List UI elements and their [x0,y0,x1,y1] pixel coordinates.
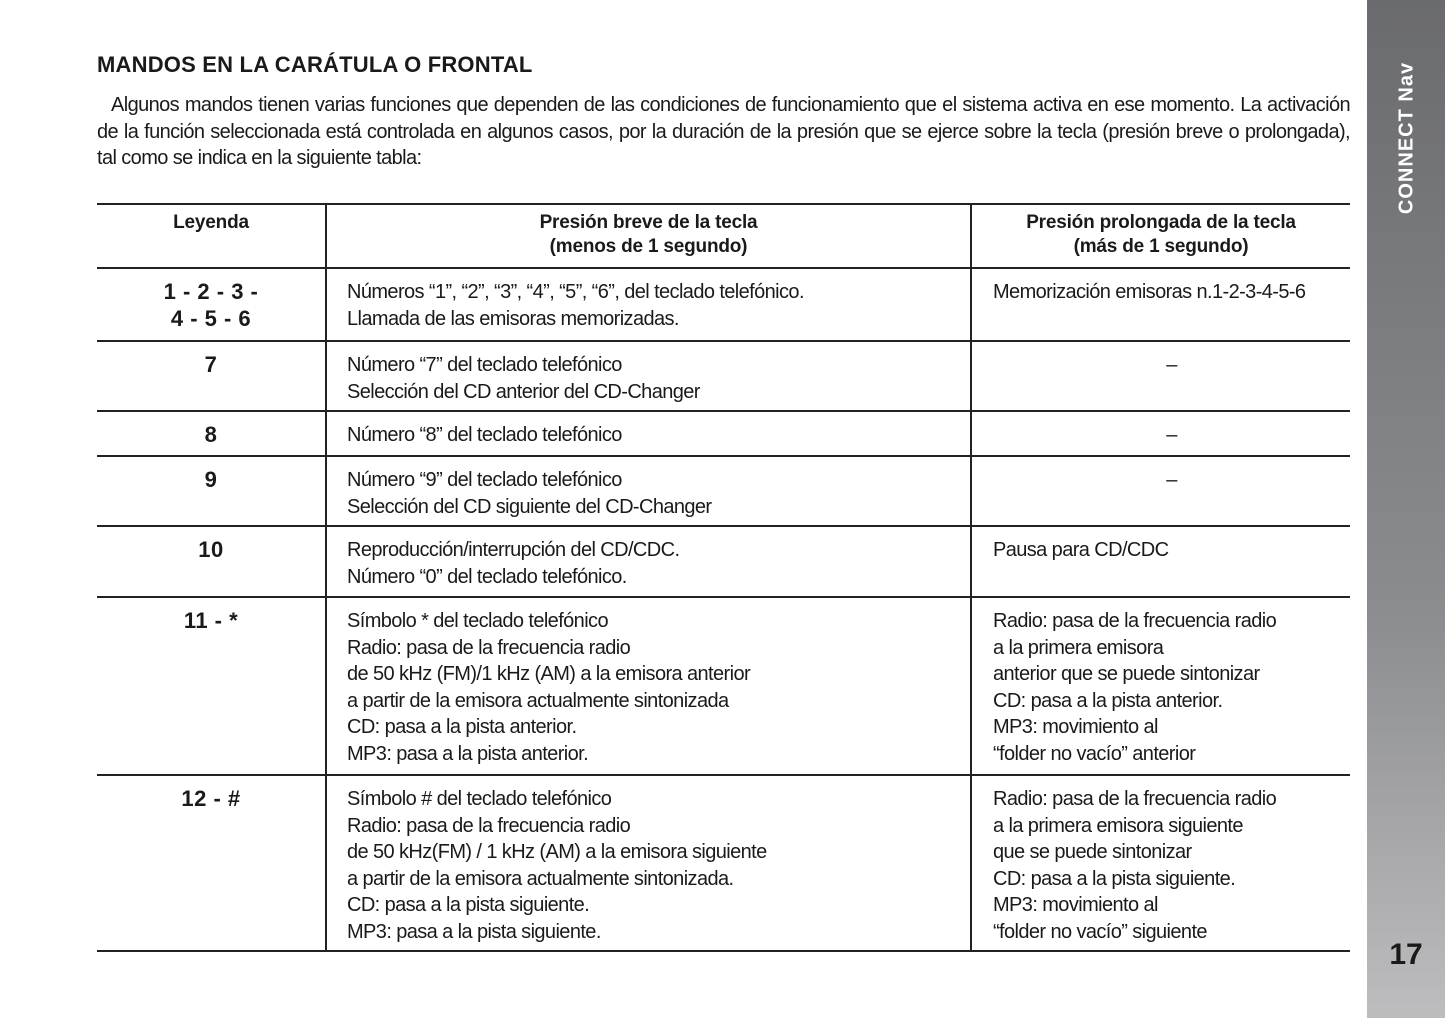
cell-line: CD: pasa a la pista anterior. [993,689,1223,712]
controls-table [97,203,1350,952]
cell-line: 1 - 2 - 3 - [163,279,259,304]
cell-line: CD: pasa a la pista anterior. [347,716,577,738]
cell-line: MP3: pasa a la pista siguiente. [347,920,601,943]
header-line: Presión prolongada de la tecla [1026,212,1296,233]
cell-line: Números “1”, “2”, “3”, “4”, “5”, “6”, del teclado telefónico. [347,281,804,303]
cell-line: Número “9” del teclado telefónico [347,469,622,491]
cell-line: 4 - 5 - 6 [170,305,252,331]
cell-line: Símbolo * del teclado telefónico [347,610,608,632]
cell-line: a partir de la emisora actualmente sintonizada [347,689,729,712]
cell-line: Selección del CD siguiente del CD-Changer [347,495,712,518]
cell-line: de 50 kHz (FM)/1 kHz (AM) a la emisora anterior [347,663,751,685]
cell-line: 7 [204,352,218,377]
cell-line: Selección del CD anterior del CD-Changer [347,380,700,403]
short-press-cell [326,597,971,775]
long-press-cell [971,411,1350,456]
legend-cell [97,268,326,341]
cell-line: Memorización emisoras n.1-2-3-4-5-6 [993,281,1306,303]
cell-line: Radio: pasa de la frecuencia radio [347,636,631,659]
header-line: Presión breve de la tecla [539,212,758,233]
cell-line: a partir de la emisora actualmente sintonizada. [347,867,734,890]
long-press-cell [971,341,1350,411]
cell-line: CD: pasa a la pista siguiente. [993,867,1236,890]
cell-line: Pausa para CD/CDC [993,539,1169,561]
legend-cell [97,526,326,597]
cell-line: 11 - * [183,608,239,633]
long-press-cell [971,268,1350,341]
table-row [97,526,1350,597]
header-line: (más de 1 segundo) [1073,236,1249,257]
cell-line: Llamada de las emisoras memorizadas. [347,307,679,330]
legend-cell [97,341,326,411]
cell-line: MP3: pasa a la pista anterior. [347,742,589,765]
table-row [97,597,1350,775]
short-press-cell [326,341,971,411]
long-press-cell [971,775,1350,951]
short-press-cell [326,411,971,456]
cell-line: que se puede sintonizar [993,841,1192,863]
table-row [97,775,1350,951]
table-header-row [97,204,1350,268]
cell-line: – [1166,469,1177,491]
intro-paragraph: Algunos mandos tienen varias funciones que dependen de las condiciones de funcionamiento que el sistema activa en ese momento. La activación de la función seleccionada está controlada en algunos casos, por la duración de la presión que se ejerce sobre la tecla (presión breve o prolongada), tal como se indica en la siguiente tabla: [97,94,1350,169]
cell-line: 12 - # [181,786,241,811]
cell-line: de 50 kHz(FM) / 1 kHz (AM) a la emisora siguiente [347,841,767,863]
cell-line: Radio: pasa de la frecuencia radio [347,814,631,837]
short-press-cell [326,526,971,597]
cell-line: Reproducción/interrupción del CD/CDC. [347,539,680,561]
cell-line: CD: pasa a la pista siguiente. [347,894,590,916]
cell-line: “folder no vacío” siguiente [993,920,1207,943]
header-long-press [971,204,1350,268]
long-press-cell [971,456,1350,526]
table-row [97,411,1350,456]
legend-cell [97,775,326,951]
header-short-press [326,204,971,268]
cell-line: 8 [204,422,218,447]
page-number: 17 [1389,938,1423,971]
legend-cell [97,597,326,775]
cell-line: anterior que se puede sintonizar [993,663,1260,685]
short-press-cell [326,456,971,526]
cell-line: – [1166,424,1177,446]
cell-line: 9 [204,467,218,492]
table-row [97,456,1350,526]
table-row [97,341,1350,411]
cell-line: Número “0” del teclado telefónico. [347,565,627,588]
header-line: Leyenda [173,212,249,233]
cell-line: MP3: movimiento al [993,894,1158,916]
header-line: (menos de 1 segundo) [549,236,748,257]
short-press-cell [326,268,971,341]
sidebar-label: CONNECT Nav [1395,61,1418,215]
cell-line: MP3: movimiento al [993,716,1158,738]
cell-line: Radio: pasa de la frecuencia radio [993,788,1277,810]
legend-cell [97,456,326,526]
table-row [97,268,1350,341]
cell-line: 10 [198,537,224,562]
cell-line: Símbolo # del teclado telefónico [347,788,612,810]
header-legend [97,204,326,268]
long-press-cell [971,597,1350,775]
cell-line: – [1166,354,1177,376]
cell-line: a la primera emisora [993,636,1164,659]
section-title: MANDOS EN LA CARÁTULA O FRONTAL [97,52,533,77]
cell-line: “folder no vacío” anterior [993,742,1196,765]
long-press-cell [971,526,1350,597]
legend-cell [97,411,326,456]
short-press-cell [326,775,971,951]
cell-line: Número “7” del teclado telefónico [347,354,622,376]
cell-line: a la primera emisora siguiente [993,814,1243,837]
cell-line: Radio: pasa de la frecuencia radio [993,610,1277,632]
cell-line: Número “8” del teclado telefónico [347,424,622,446]
